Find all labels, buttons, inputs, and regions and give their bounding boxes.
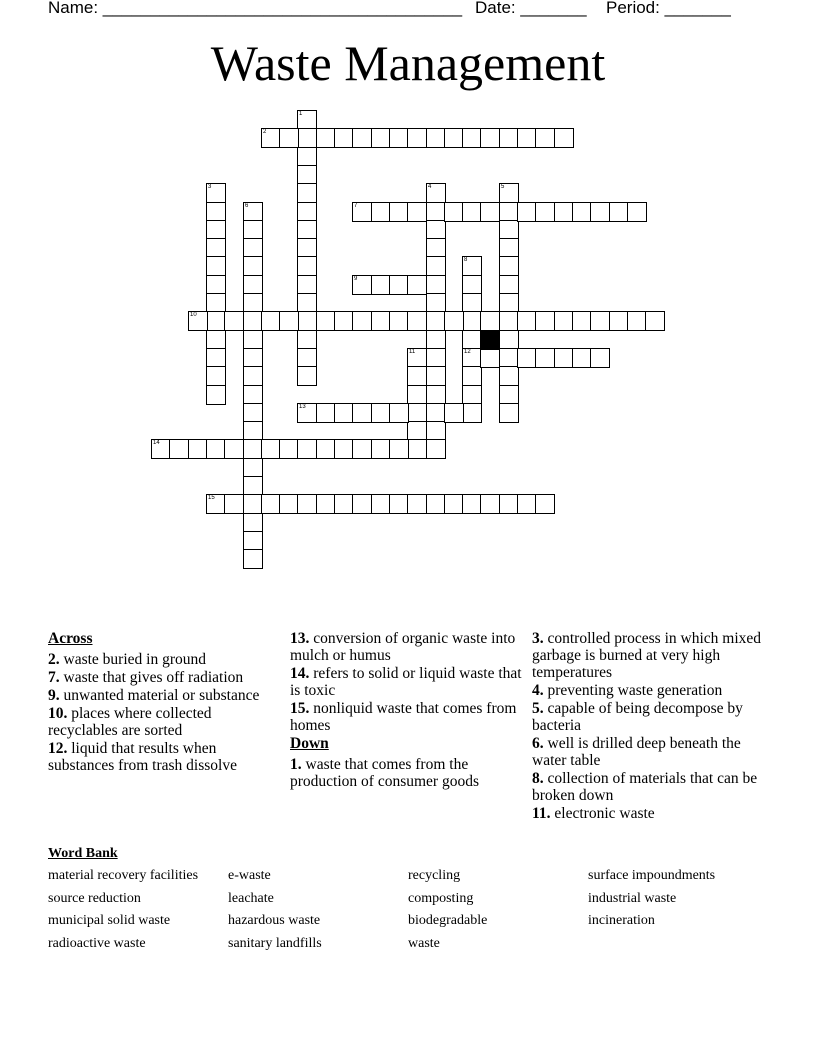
grid-cell[interactable] <box>480 348 500 368</box>
down-heading: Down <box>290 735 329 752</box>
grid-cell[interactable] <box>206 330 226 350</box>
clue-number-label: 4. <box>532 682 544 699</box>
grid-cell[interactable] <box>462 330 482 350</box>
grid-cell[interactable] <box>426 421 446 441</box>
grid-cell[interactable] <box>535 311 555 331</box>
grid-cell[interactable] <box>206 366 226 386</box>
grid-cell[interactable] <box>426 366 446 386</box>
grid-cell[interactable] <box>462 403 482 423</box>
grid-cell[interactable] <box>352 494 372 514</box>
grid-cell[interactable] <box>407 494 427 514</box>
word-bank-item: incineration <box>588 913 655 928</box>
clue-text: refers to solid or liquid waste that is toxic <box>290 665 522 699</box>
grid-cell[interactable] <box>279 311 299 331</box>
grid-cell[interactable] <box>334 494 354 514</box>
clue-number: 8 <box>464 257 468 263</box>
clue-text: capable of being decompose by bacteria <box>532 700 743 734</box>
grid-cell[interactable] <box>261 439 281 459</box>
grid-cell[interactable] <box>426 220 446 240</box>
puzzle-title: Waste Management <box>210 35 606 91</box>
grid-cell[interactable] <box>334 403 354 423</box>
grid-cell[interactable] <box>334 311 354 331</box>
clue-item <box>48 669 283 686</box>
grid-cell[interactable] <box>316 494 336 514</box>
grid-cell[interactable] <box>297 366 317 386</box>
clue-number-label: 12. <box>48 740 68 757</box>
grid-cell[interactable] <box>389 311 409 331</box>
grid-cell[interactable] <box>426 439 446 459</box>
grid-cell[interactable] <box>352 439 372 459</box>
grid-cell[interactable] <box>352 128 372 148</box>
clue-item <box>48 705 283 739</box>
grid-cell[interactable] <box>407 366 427 386</box>
clue-item <box>532 770 772 804</box>
clue-number: 14 <box>153 440 160 446</box>
grid-cell[interactable] <box>407 275 427 295</box>
grid-cell[interactable] <box>572 348 592 368</box>
clue-item <box>290 700 525 734</box>
word-bank-item: municipal solid waste <box>48 913 171 928</box>
grid-cell[interactable] <box>517 494 537 514</box>
grid-cell[interactable] <box>243 330 263 350</box>
word-bank-item: material recovery facilities <box>48 868 199 883</box>
grid-cell[interactable] <box>627 202 647 222</box>
grid-cell[interactable] <box>224 494 244 514</box>
clue-text: unwanted material or substance <box>59 687 260 704</box>
clue-item <box>48 740 283 774</box>
grid-cell[interactable] <box>535 202 555 222</box>
word-bank-item: hazardous waste <box>228 913 321 928</box>
grid-cell[interactable] <box>462 311 482 331</box>
grid-cell[interactable] <box>407 202 427 222</box>
word-bank-item: recycling <box>408 868 461 883</box>
grid-cell[interactable] <box>554 128 574 148</box>
clue-item <box>532 805 772 822</box>
grid-cell[interactable] <box>572 202 592 222</box>
grid-cell[interactable] <box>499 311 519 331</box>
grid-cell[interactable] <box>462 256 482 276</box>
word-bank-item: surface impoundments <box>588 868 716 883</box>
grid-cell[interactable] <box>426 238 446 258</box>
clue-number: 2 <box>263 129 267 135</box>
grid-cell[interactable] <box>206 275 226 295</box>
grid-cell[interactable] <box>444 403 464 423</box>
grid-cell[interactable] <box>499 128 519 148</box>
clue-number-label: 11. <box>532 805 551 822</box>
clue-number-label: 1. <box>290 756 302 773</box>
clue-number-label: 9. <box>48 687 60 704</box>
grid-cell[interactable] <box>297 183 317 203</box>
grid-cell[interactable] <box>407 421 427 441</box>
word-bank-item: e-waste <box>228 868 271 883</box>
clue-text: places where collected recyclables are sorted <box>48 705 212 739</box>
grid-cell[interactable] <box>462 275 482 295</box>
clue-item <box>290 630 525 664</box>
blocked-cell <box>480 330 500 350</box>
grid-cell[interactable] <box>517 311 537 331</box>
grid-cell[interactable] <box>243 202 263 222</box>
grid-cell[interactable] <box>297 275 317 295</box>
grid-cell[interactable] <box>426 183 446 203</box>
grid-cell[interactable] <box>572 311 592 331</box>
word-bank-item: source reduction <box>48 890 141 906</box>
grid-cell[interactable] <box>499 366 519 386</box>
clue-text: electronic waste <box>550 805 655 822</box>
clue-number: 5 <box>501 184 505 190</box>
clue-number: 13 <box>299 404 306 410</box>
grid-cell[interactable] <box>243 421 263 441</box>
grid-cell[interactable] <box>169 439 189 459</box>
grid-cell[interactable] <box>297 128 317 148</box>
grid-cell[interactable] <box>316 128 336 148</box>
grid-cell[interactable] <box>426 275 446 295</box>
grid-cell[interactable] <box>407 311 427 331</box>
grid-cell[interactable] <box>297 403 317 423</box>
grid-cell[interactable] <box>499 348 519 368</box>
grid-cell[interactable] <box>224 311 244 331</box>
grid-cell[interactable] <box>609 311 629 331</box>
clue-number-label: 5. <box>532 700 544 717</box>
name-field: Name: ______________________________________ <box>48 0 463 17</box>
grid-cell[interactable] <box>554 348 574 368</box>
grid-cell[interactable] <box>480 202 500 222</box>
grid-cell[interactable] <box>243 494 263 514</box>
grid-cell[interactable] <box>371 494 391 514</box>
grid-cell[interactable] <box>243 439 263 459</box>
grid-cell[interactable] <box>243 256 263 276</box>
grid-cell[interactable] <box>426 348 446 368</box>
clue-text: waste that comes from the production of consumer goods <box>290 756 479 790</box>
grid-cell[interactable] <box>243 403 263 423</box>
grid-cell[interactable] <box>426 202 446 222</box>
clue-text: nonliquid waste that comes from homes <box>290 700 517 734</box>
grid-cell[interactable] <box>297 494 317 514</box>
word-bank-item: biodegradable <box>408 913 488 928</box>
grid-cell[interactable] <box>389 202 409 222</box>
clue-item <box>290 756 525 790</box>
grid-cell[interactable] <box>243 311 263 331</box>
grid-cell[interactable] <box>206 385 226 405</box>
clue-number: 3 <box>208 184 212 190</box>
grid-cell[interactable] <box>426 494 446 514</box>
clue-number-label: 15. <box>290 700 310 717</box>
clue-item <box>48 651 283 668</box>
grid-cell[interactable] <box>499 220 519 240</box>
word-bank-item: leachate <box>228 890 274 906</box>
grid-cell[interactable] <box>243 293 263 313</box>
clue-number: 12 <box>464 349 471 355</box>
grid-cell[interactable] <box>243 513 263 533</box>
grid-cell[interactable] <box>407 128 427 148</box>
grid-cell[interactable] <box>206 183 226 203</box>
clue-number: 11 <box>409 349 416 355</box>
clue-number: 6 <box>245 203 249 209</box>
grid-cell[interactable] <box>206 238 226 258</box>
grid-cell[interactable] <box>371 275 391 295</box>
grid-cell[interactable] <box>206 293 226 313</box>
grid-cell[interactable] <box>462 494 482 514</box>
grid-cell[interactable] <box>261 494 281 514</box>
grid-cell[interactable] <box>243 531 263 551</box>
grid-cell[interactable] <box>609 202 629 222</box>
grid-cell[interactable] <box>480 311 500 331</box>
word-bank-item: waste <box>408 935 440 951</box>
grid-cell[interactable] <box>590 348 610 368</box>
clue-text: liquid that results when substances from trash dissolve <box>48 740 237 774</box>
grid-cell[interactable] <box>261 128 281 148</box>
word-bank-item: composting <box>408 890 474 906</box>
clue-number-label: 7. <box>48 669 60 686</box>
clue-number: 7 <box>354 203 358 209</box>
grid-cell[interactable] <box>499 275 519 295</box>
grid-cell[interactable] <box>279 128 299 148</box>
clue-number-label: 10. <box>48 705 68 722</box>
clue-item <box>532 682 772 699</box>
grid-cell[interactable] <box>243 275 263 295</box>
grid-cell[interactable] <box>188 311 208 331</box>
clue-text: conversion of organic waste into mulch or humus <box>290 630 516 664</box>
grid-cell[interactable] <box>407 403 427 423</box>
grid-cell[interactable] <box>499 293 519 313</box>
clue-column-2 <box>290 630 525 791</box>
grid-cell[interactable] <box>297 330 317 350</box>
grid-cell[interactable] <box>297 110 317 130</box>
grid-cell[interactable] <box>462 385 482 405</box>
grid-cell[interactable] <box>206 220 226 240</box>
grid-cell[interactable] <box>243 366 263 386</box>
clue-number-label: 13. <box>290 630 310 647</box>
grid-cell[interactable] <box>243 476 263 496</box>
clue-item <box>532 735 772 769</box>
grid-cell[interactable] <box>188 439 208 459</box>
grid-cell[interactable] <box>279 439 299 459</box>
grid-cell[interactable] <box>206 202 226 222</box>
grid-cell[interactable] <box>444 494 464 514</box>
grid-cell[interactable] <box>480 128 500 148</box>
grid-cell[interactable] <box>480 494 500 514</box>
date-field: Date: _______ <box>475 0 587 17</box>
grid-cell[interactable] <box>243 348 263 368</box>
grid-cell[interactable] <box>352 202 372 222</box>
grid-cell[interactable] <box>426 256 446 276</box>
clue-text: waste buried in ground <box>59 651 206 668</box>
grid-cell[interactable] <box>389 439 409 459</box>
grid-cell[interactable] <box>297 202 317 222</box>
grid-cell[interactable] <box>243 458 263 478</box>
grid-cell[interactable] <box>316 403 336 423</box>
grid-cell[interactable] <box>297 256 317 276</box>
grid-cell[interactable] <box>627 311 647 331</box>
grid-cell[interactable] <box>517 348 537 368</box>
grid-cell[interactable] <box>316 439 336 459</box>
grid-cell[interactable] <box>206 439 226 459</box>
clue-number: 1 <box>299 111 303 117</box>
grid-cell[interactable] <box>297 439 317 459</box>
grid-cell[interactable] <box>407 439 427 459</box>
grid-cell[interactable] <box>407 385 427 405</box>
clue-text: well is drilled deep beneath the water table <box>532 735 741 769</box>
grid-cell[interactable] <box>334 439 354 459</box>
clue-number-label: 14. <box>290 665 310 682</box>
clue-number-label: 3. <box>532 630 544 647</box>
grid-cell[interactable] <box>499 494 519 514</box>
grid-cell[interactable] <box>206 348 226 368</box>
grid-cell[interactable] <box>389 128 409 148</box>
grid-cell[interactable] <box>462 348 482 368</box>
grid-cell[interactable] <box>371 311 391 331</box>
clue-number-label: 2. <box>48 651 60 668</box>
grid-cell[interactable] <box>517 202 537 222</box>
word-bank-item: industrial waste <box>588 890 677 906</box>
grid-cell[interactable] <box>444 311 464 331</box>
grid-cell[interactable] <box>224 439 244 459</box>
grid-cell[interactable] <box>297 238 317 258</box>
clue-number: 9 <box>354 276 358 282</box>
grid-cell[interactable] <box>462 202 482 222</box>
grid-cell[interactable] <box>206 256 226 276</box>
grid-cell[interactable] <box>590 202 610 222</box>
grid-cell[interactable] <box>444 128 464 148</box>
grid-cell[interactable] <box>206 311 226 331</box>
grid-cell[interactable] <box>297 220 317 240</box>
grid-cell[interactable] <box>499 385 519 405</box>
word-bank-item: radioactive waste <box>48 935 146 951</box>
grid-cell[interactable] <box>426 311 446 331</box>
grid-cell[interactable] <box>297 311 317 331</box>
grid-cell[interactable] <box>352 403 372 423</box>
clue-item <box>532 700 772 734</box>
grid-cell[interactable] <box>426 128 446 148</box>
clue-number-label: 6. <box>532 735 544 752</box>
clue-number: 15 <box>208 495 215 501</box>
clue-item <box>532 630 772 681</box>
grid-cell[interactable] <box>426 330 446 350</box>
grid-cell[interactable] <box>426 403 446 423</box>
grid-cell[interactable] <box>297 165 317 185</box>
word-bank-item: sanitary landfills <box>228 935 322 951</box>
grid-cell[interactable] <box>462 128 482 148</box>
grid-cell[interactable] <box>499 256 519 276</box>
grid-cell[interactable] <box>535 128 555 148</box>
clue-text: controlled process in which mixed garbage is burned at very high temperatures <box>532 630 762 681</box>
grid-cell[interactable] <box>535 348 555 368</box>
grid-cell[interactable] <box>334 128 354 148</box>
grid-cell[interactable] <box>590 311 610 331</box>
clue-item <box>290 665 525 699</box>
grid-cell[interactable] <box>371 128 391 148</box>
grid-cell[interactable] <box>352 311 372 331</box>
clue-column-3 <box>532 630 772 823</box>
clue-column-1 <box>48 630 283 775</box>
grid-cell[interactable] <box>243 549 263 569</box>
clue-text: preventing waste generation <box>543 682 723 699</box>
grid-cell[interactable] <box>554 311 574 331</box>
grid-cell[interactable] <box>261 311 281 331</box>
grid-cell[interactable] <box>499 202 519 222</box>
grid-cell[interactable] <box>426 385 446 405</box>
grid-cell[interactable] <box>243 238 263 258</box>
grid-cell[interactable] <box>151 439 171 459</box>
grid-cell[interactable] <box>206 494 226 514</box>
grid-cell[interactable] <box>462 293 482 313</box>
word-bank-title: Word Bank <box>48 846 118 861</box>
across-heading: Across <box>48 630 93 647</box>
grid-cell[interactable] <box>297 293 317 313</box>
grid-cell[interactable] <box>499 238 519 258</box>
grid-cell[interactable] <box>499 183 519 203</box>
grid-cell[interactable] <box>371 202 391 222</box>
grid-cell[interactable] <box>645 311 665 331</box>
grid-cell[interactable] <box>499 330 519 350</box>
grid-cell[interactable] <box>389 494 409 514</box>
period-field: Period: _______ <box>606 0 731 17</box>
clue-text: collection of materials that can be broken down <box>532 770 758 804</box>
grid-cell[interactable] <box>499 403 519 423</box>
grid-cell[interactable] <box>389 275 409 295</box>
grid-cell[interactable] <box>554 202 574 222</box>
grid-cell[interactable] <box>297 348 317 368</box>
grid-cell[interactable] <box>243 220 263 240</box>
grid-cell[interactable] <box>407 348 427 368</box>
grid-cell[interactable] <box>444 202 464 222</box>
grid-cell[interactable] <box>243 385 263 405</box>
grid-cell[interactable] <box>279 494 299 514</box>
grid-cell[interactable] <box>426 293 446 313</box>
grid-cell[interactable] <box>462 366 482 386</box>
grid-cell[interactable] <box>535 494 555 514</box>
clue-number: 10 <box>190 312 197 318</box>
clue-item <box>48 687 283 704</box>
grid-cell[interactable] <box>389 403 409 423</box>
grid-cell[interactable] <box>517 128 537 148</box>
grid-cell[interactable] <box>352 275 372 295</box>
clue-number: 4 <box>428 184 432 190</box>
grid-cell[interactable] <box>316 311 336 331</box>
grid-cell[interactable] <box>371 403 391 423</box>
grid-cell[interactable] <box>371 439 391 459</box>
clue-text: waste that gives off radiation <box>59 669 244 686</box>
grid-cell[interactable] <box>297 147 317 167</box>
clue-number-label: 8. <box>532 770 544 787</box>
